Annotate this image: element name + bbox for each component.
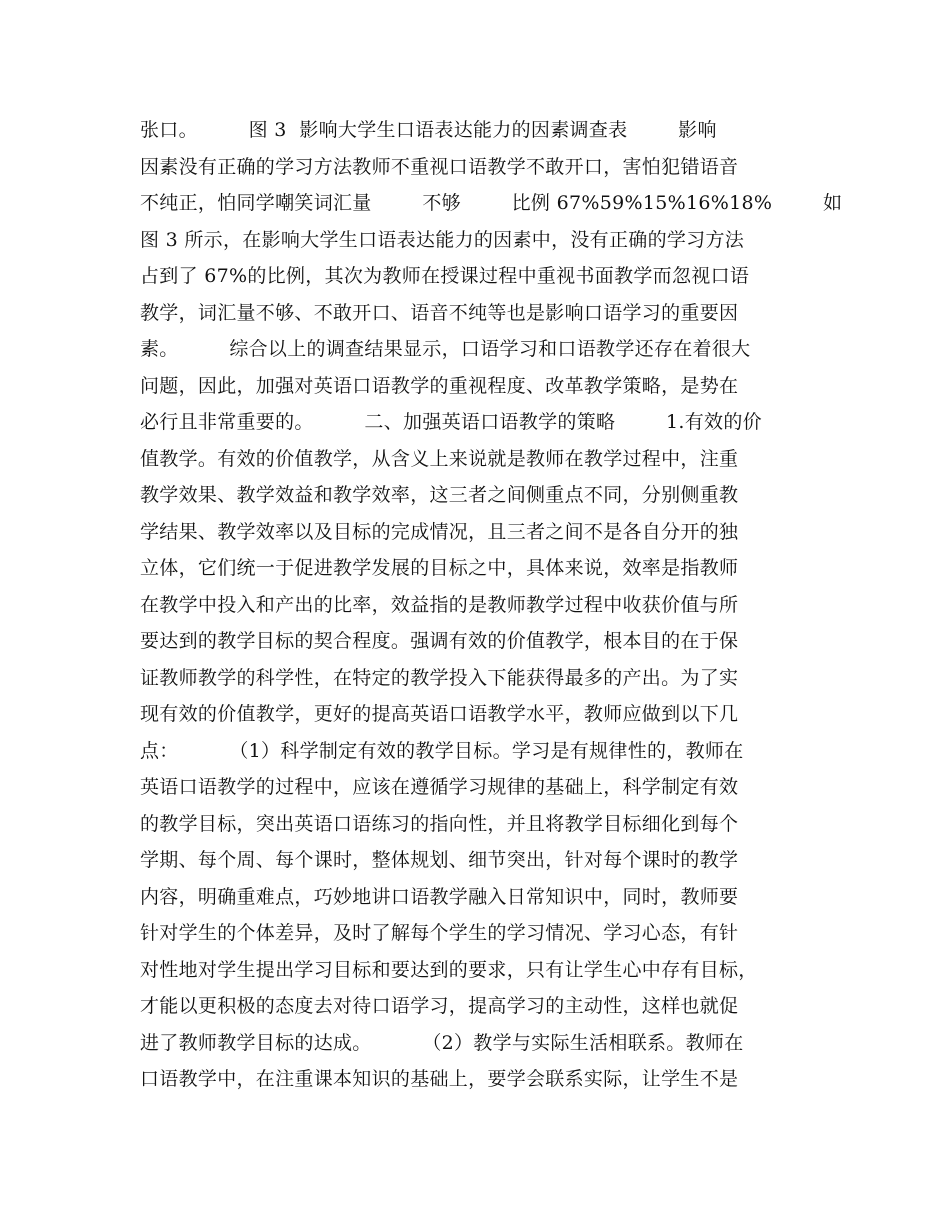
text-line: 必行且非常重要的。 二、加强英语口语教学的策略 1.有效的价 [140, 411, 762, 433]
text-line: 才能以更积极的态度去对待口语学习，提高学习的主动性，这样也就促 [140, 995, 739, 1017]
text-line: 学结果、教学效率以及目标的完成情况，且三者之间不是各自分开的独 [140, 520, 739, 543]
text-line: 要达到的教学目标的契合程度。强调有效的价值教学，根本目的在于保 [140, 630, 739, 652]
body-text [140, 112, 843, 1098]
text-line: 教学效果、教学效益和教学效率，这三者之间侧重点不同，分别侧重教 [140, 484, 739, 506]
text-line: 占到了 67%的比例，其次为教师在授课过程中重视书面教学而忽视口语 [140, 265, 750, 287]
text-line: 证教师教学的科学性，在特定的教学投入下能获得最多的产出。为了实 [140, 666, 739, 689]
text-line: 针对学生的个体差异，及时了解每个学生的学习情况、学习心态，有针 [140, 922, 739, 944]
text-line: 图 3 所示，在影响大学生口语表达能力的因素中，没有正确的学习方法 [140, 228, 745, 251]
text-line: 问题，因此，加强对英语口语教学的重视程度、改革教学策略，是势在 [140, 374, 739, 397]
text-line: 教学，词汇量不够、不敢开口、语音不纯等也是影响口语学习的重要因 [140, 301, 739, 324]
text-line: 的教学目标，突出英语口语练习的指向性，并且将教学目标细化到每个 [140, 812, 739, 835]
text-line: 内容，明确重难点，巧妙地讲口语教学融入日常知识中，同时，教师要 [140, 885, 739, 908]
text-line: 进了教师教学目标的达成。 （2）教学与实际生活相联系。教师在 [140, 1031, 744, 1054]
text-line: 点： （1）科学制定有效的教学目标。学习是有规律性的，教师在 [140, 739, 744, 762]
text-line: 英语口语教学的过程中，应该在遵循学习规律的基础上，科学制定有效 [140, 776, 739, 798]
text-line: 值教学。有效的价值教学，从含义上来说就是教师在教学过程中，注重 [140, 447, 739, 470]
text-line: 口语教学中，在注重课本知识的基础上，要学会联系实际，让学生不是 [140, 1068, 739, 1090]
text-line: 张口。 图 3 影响大学生口语表达能力的因素调查表 影响 [140, 119, 717, 141]
text-line: 对性地对学生提出学习目标和要达到的要求，只有让学生心中存有目标， [140, 958, 758, 981]
text-line: 在教学中投入和产出的比率，效益指的是教师教学过程中收获价值与所 [140, 593, 739, 616]
text-line: 因素没有正确的学习方法教师不重视口语教学不敢开口，害怕犯错语音 [140, 155, 739, 178]
text-line: 学期、每个周、每个课时，整体规划、细节突出，针对每个课时的教学 [140, 849, 739, 871]
text-line: 立体，它们统一于促进教学发展的目标之中，具体来说，效率是指教师 [140, 557, 739, 579]
text-line: 素。 综合以上的调查结果显示，口语学习和口语教学还存在着很大 [140, 338, 751, 360]
text-line: 不纯正，怕同学嘲笑词汇量 不够 比例 67%59%15%16%18% 如 [140, 192, 843, 214]
text-line: 现有效的价值教学，更好的提高英语口语教学水平，教师应做到以下几 [140, 703, 739, 725]
